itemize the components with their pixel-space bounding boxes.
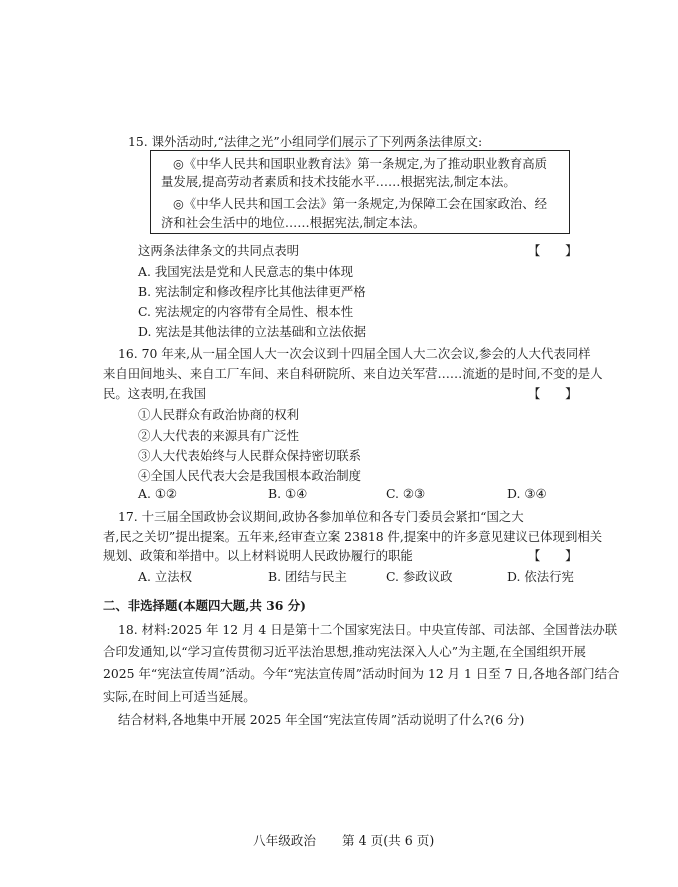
q18-line1: 18. 材料:2025 年 12 月 4 日是第十二个国家宪法日。中央宣传部、司法部、全国普法办联 [118, 622, 618, 637]
q17-line1: 17. 十三届全国政协会议期间,政协各参加单位和各专门委员会紧扣“国之大 [118, 509, 524, 524]
q15-law-box [150, 150, 570, 234]
q17-option-c: C. 参政议政 [386, 569, 453, 584]
q18-line2: 合印发通知,以“学习宣传贯彻习近平法治思想,推动宪法深入人心”为主题,在全国组织开展 [103, 644, 586, 659]
q16-option-c: C. ②③ [386, 486, 426, 501]
q15-law2-line1: ◎《中华人民共和国工会法》第一条规定,为保障工会在国家政治、经 [173, 196, 548, 211]
q16-line1: 16. 70 年来,从一届全国人大一次会议到十四届全国人大二次会议,参会的人大代表同样 [118, 346, 591, 361]
q17-option-d: D. 依法行宪 [507, 569, 574, 584]
q15-question: 这两条法律条文的共同点表明 [138, 243, 300, 258]
q16-option-b: B. ①④ [268, 486, 308, 501]
q16-option-a: A. ①② [138, 486, 178, 501]
footer-subject: 八年级政治 [253, 833, 316, 848]
q16-item-3: ③人大代表始终与人民群众保持密切联系 [138, 448, 362, 463]
q17-option-a: A. 立法权 [138, 569, 192, 584]
q18-line3: 2025 年“宪法宣传周”活动。今年“宪法宣传周”活动时间为 12 月 1 日至 7 日,各地各部门结合 [103, 666, 620, 681]
q16-line3: 民。这表明,在我国 [103, 386, 207, 401]
q15-option-d: D. 宪法是其他法律的立法基础和立法依据 [138, 324, 367, 339]
q15-option-b: B. 宪法制定和修改程序比其他法律更严格 [138, 284, 366, 299]
q16-option-d: D. ③④ [507, 486, 547, 501]
q18-line4: 实际,在时间上可适当延展。 [103, 689, 256, 704]
q15-option-c: C. 宪法规定的内容带有全局性、根本性 [138, 304, 354, 319]
footer-page-number: 第 4 页(共 6 页) [342, 833, 435, 848]
q15-law2-line2: 济和社会生活中的地位……根据宪法,制定本法。 [161, 215, 426, 230]
q16-item-4: ④全国人民代表大会是我国根本政治制度 [138, 468, 362, 483]
q15-answer-bracket: 【 】 [528, 243, 578, 258]
q16-item-1: ①人民群众有政治协商的权利 [138, 407, 300, 422]
q15-stem: 15. 课外活动时,“法律之光”小组同学们展示了下列两条法律原文: [128, 134, 483, 149]
q16-answer-bracket: 【 】 [528, 386, 578, 401]
section2-heading: 二、非选择题(本题四大题,共 36 分) [103, 598, 306, 613]
q17-line3: 规划、政策和举措中。以上材料说明人民政协履行的职能 [103, 548, 413, 563]
q16-line2: 来自田间地头、来自工厂车间、来自科研院所、来自边关军营……流逝的是时间,不变的是人 [103, 366, 603, 381]
q17-answer-bracket: 【 】 [528, 548, 578, 563]
q15-law1-line2: 量发展,提高劳动者素质和技术技能水平……根据宪法,制定本法。 [161, 174, 516, 189]
q17-option-b: B. 团结与民主 [268, 569, 347, 584]
q15-law1-line1: ◎《中华人民共和国职业教育法》第一条规定,为了推动职业教育高质 [173, 156, 548, 171]
q17-line2: 者,民之关切”提出提案。五年来,经审查立案 23818 件,提案中的许多意见建议已体现到相关 [103, 529, 603, 544]
q15-option-a: A. 我国宪法是党和人民意志的集中体现 [138, 264, 354, 279]
q16-item-2: ②人大代表的来源具有广泛性 [138, 428, 300, 443]
q18-ask: 结合材料,各地集中开展 2025 年全国“宪法宣传周”活动说明了什么?(6 分) [118, 712, 525, 727]
